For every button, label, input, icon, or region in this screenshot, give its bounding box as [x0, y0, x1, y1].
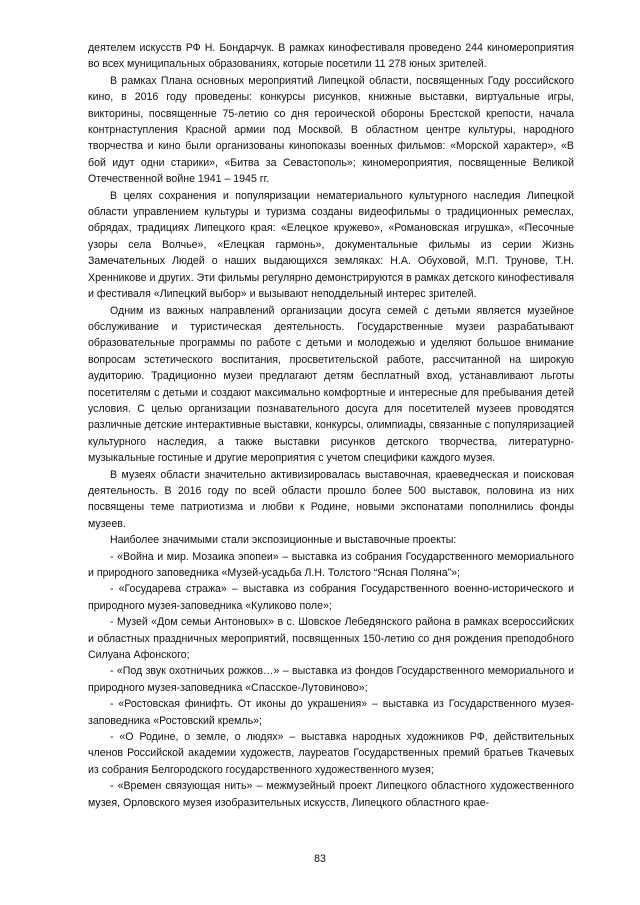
paragraph-2: В рамках Плана основных мероприятий Липецкой области, посвященных Году российского кино, в 2016 году проведены: конкурсы рисунков, книжные выставки, виртуальные игры, викторины, посвященные 75-летию со дня героической обороны Брестской крепости, начала контрнаступления Красной армии под Москвой. В областном центре культуры, народного творчества и кино были организованы кинопоказы военных фильмов: «Морской характер», «В бой идут одни старики», «Битва за Севастополь»; киномероприятия, посвященные Великой Отечественной войне 1941 – 1945 гг. — [88, 74, 574, 186]
list-item-4: - «Под звук охотничьих рожков…» – выставка из фондов Государственного мемориального и природного музея-заповедника «Спасское-Лутовиново»; — [88, 665, 574, 694]
list-item-5: - «Ростовская финифть. От иконы до украшения» – выставка из Государственного музея-заповедника «Ростовский кремль»; — [88, 698, 574, 727]
paragraph-3: В целях сохранения и популяризации нематериального культурного наследия Липецкой области управлением культуры и туризма созданы видеофильмы о традиционных ремеслах, обрядах, традициях Липецкого края: «Елецкое кружево», «Романовская игрушка», «Песочные узоры села Волчье», «Елецкая гармонь», документальные фильмы из серии Жизнь Замечательных Людей о наших выдающихся земляках: Н.А. Обуховой, М.П. Трунове, Т.Н. Хренникове и других. Эти фильмы регулярно демонстрируются в рамках детского кинофестиваля и фестиваля «Липецкий выбор» и вызывают неподдельный интерес зрителей. — [88, 189, 574, 301]
list-item-7: - «Времен связующая нить» – межмузейный проект Липецкого областного художественного музея, Орловского музея изобразительных искусств, Липецкого областного крае- — [88, 780, 574, 809]
paragraph-1: деятелем искусств РФ Н. Бондарчук. В рамках кинофестиваля проведено 244 киномероприятия во всех муниципальных образованиях, которые посетили 11 278 юных зрителей. — [88, 42, 574, 71]
page-number: 83 — [314, 853, 326, 865]
document-page — [88, 40, 574, 811]
paragraph-4: Одним из важных направлений организации досуга семей с детьми является музейное обслуживание и туристическая деятельность. Государственные музеи разрабатывают образовательные программы по работе с детьми и молодежью и уделяют большое внимание вопросам эстетического воспитания, просветительской работе, рассчитанной на широкую аудиторию. Традиционно музеи предлагают детям бесплатный вход, устанавливают льготы посетителям с детьми и создают максимально комфортные и интересные для пребывания детей условия. С целью организации познавательного досуга для посетителей музеев проводятся различные детские интерактивные выставки, конкурсы, олимпиады, связанные с популяризацией культурного наследия, а также выставки рисунков детского творчества, литературно-музыкальные гостиные и другие мероприятия с учетом специфики каждого музея. — [88, 304, 574, 465]
list-item-1: - «Война и мир. Мозаика эпопеи» – выставка из собрания Государственного мемориального и природного заповедника «Музей-усадьба Л.Н. Толстого “Ясная Поляна”»; — [88, 550, 574, 579]
paragraph-5: В музеях области значительно активизировалась выставочная, краеведческая и поисковая деятельность. В 2016 году по всей области прошло более 500 выставок, половина из них посвящены теме патриотизма и любви к Родине, новыми экспонатами пополнились фонды музеев. — [88, 468, 574, 530]
list-item-6: - «О Родине, о земле, о людях» – выставка народных художников РФ, действительных членов Российской академии художеств, лауреатов Государственных премий братьев Ткачевых из собрания Белгородского государственного художественного музея; — [88, 731, 574, 776]
paragraph-6: Наиболее значимыми стали экспозиционные и выставочные проекты: — [110, 534, 457, 547]
list-item-2: - «Государева стража» – выставка из собрания Государственного военно-исторического и природного музея-заповедника «Куликово поле»; — [88, 583, 574, 612]
list-item-3: - Музей «Дом семьи Антоновых» в с. Шовское Лебедянского района в рамках всероссийских и областных праздничных мероприятий, посвященных 150-летию со дня рождения преподобного Силуана Афонского; — [88, 616, 574, 662]
